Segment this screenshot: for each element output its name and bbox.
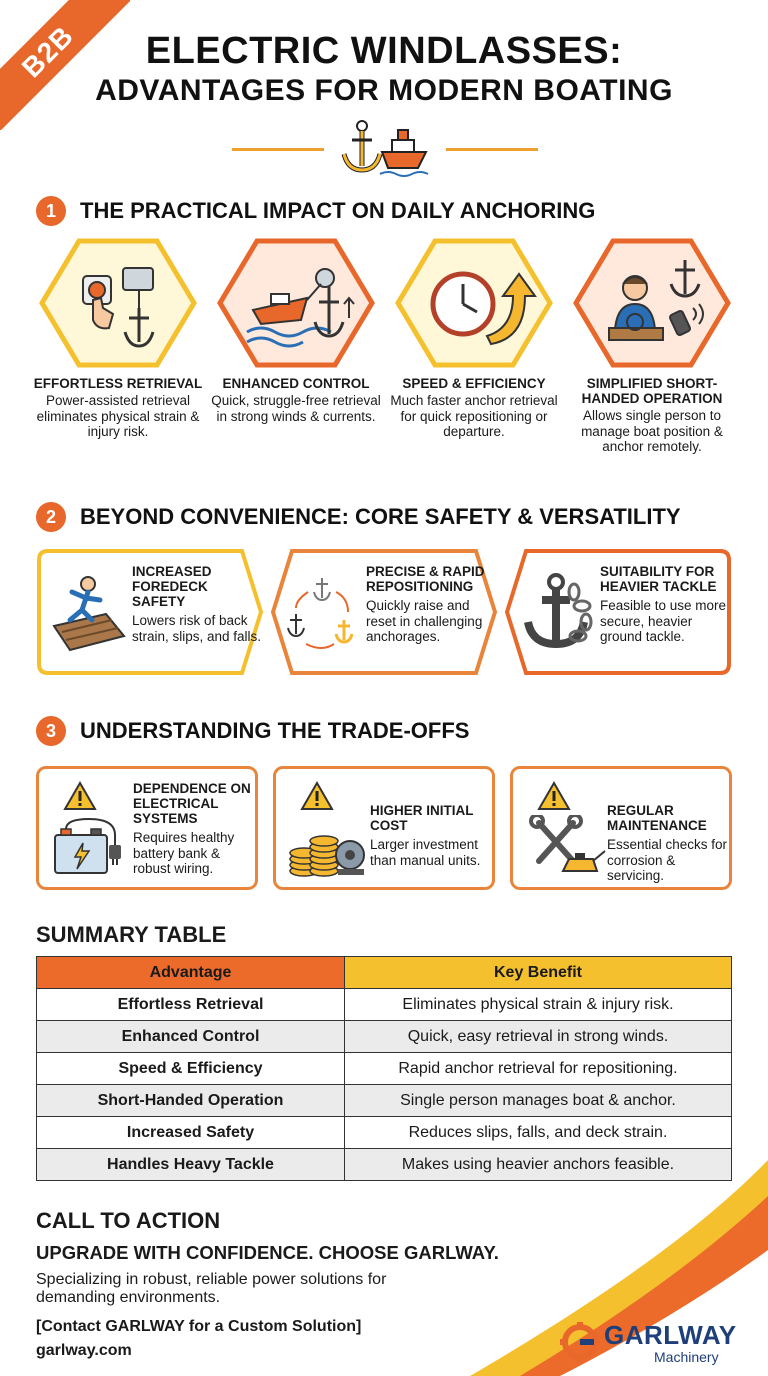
table-row — [37, 1021, 732, 1053]
benefit-text — [366, 564, 498, 645]
table-cell: Makes using heavier anchors feasible. — [345, 1149, 732, 1181]
benefit-description: Lowers risk of back strain, slips, and falls. — [132, 613, 262, 644]
benefit-heavier-tackle — [504, 548, 732, 676]
divider-right — [446, 148, 538, 151]
feature-title: ENHANCED CONTROL — [222, 376, 370, 391]
anchor-ship-icon — [336, 116, 432, 180]
coins-motor-icon — [286, 815, 370, 879]
table-cell: Increased Safety — [37, 1117, 345, 1149]
summary-table-title: SUMMARY TABLE — [36, 922, 227, 947]
button-press-winch-icon — [39, 238, 197, 368]
battery-plug-icon — [49, 815, 133, 879]
tradeoff-text — [133, 781, 257, 877]
tradeoff-description: Essential checks for corrosion & servicing. — [607, 837, 728, 883]
feature-description: Much faster anchor retrieval for quick repositioning or departure. — [390, 393, 558, 439]
anchors-cycle-icon — [282, 570, 362, 654]
page-title: ELECTRIC WINDLASSES: — [145, 30, 623, 72]
benefit-description: Quickly raise and reset in challenging anchorages. — [366, 598, 483, 644]
section-3-header — [36, 716, 469, 746]
table-cell: Speed & Efficiency — [37, 1053, 345, 1085]
table-row — [37, 1117, 732, 1149]
summary-table — [36, 956, 732, 1181]
table-row — [37, 1085, 732, 1117]
section-title: BEYOND CONVENIENCE: CORE SAFETY & VERSATILITY — [80, 504, 681, 529]
heavy-anchor-chain-icon — [516, 570, 596, 654]
garlway-logo — [560, 1318, 760, 1368]
tradeoff-electrical-dependence — [36, 766, 258, 890]
section-number-badge: 1 — [36, 196, 66, 226]
section-1-header — [36, 196, 595, 226]
benefit-text — [132, 564, 264, 644]
section-title: UNDERSTANDING THE TRADE-OFFS — [80, 718, 470, 743]
feature-description: Allows single person to manage boat position & anchor remotely. — [581, 408, 723, 454]
logo-wordmark: GARLWAY — [604, 1320, 737, 1350]
feature-description: Quick, struggle-free retrieval in strong winds & currents. — [211, 393, 381, 424]
feature-effortless-retrieval — [28, 238, 208, 440]
boat-waves-anchor-icon — [217, 238, 375, 368]
table-cell: Eliminates physical strain & injury risk. — [345, 989, 732, 1021]
tradeoff-description: Requires healthy battery bank & robust wiring. — [133, 830, 235, 876]
warning-icon — [300, 781, 334, 811]
column-header: Key Benefit — [345, 957, 732, 989]
table-cell: Handles Heavy Tackle — [37, 1149, 345, 1181]
section-number-badge: 3 — [36, 716, 66, 746]
feature-short-handed-operation — [562, 238, 742, 455]
feature-title: SPEED & EFFICIENCY — [402, 376, 546, 391]
tradeoff-title: DEPENDENCE ON ELECTRICAL SYSTEMS — [133, 781, 251, 826]
gear-logo-icon — [560, 1322, 600, 1362]
table-cell: Effortless Retrieval — [37, 989, 345, 1021]
section-number-badge: 2 — [36, 502, 66, 532]
tradeoff-title: REGULAR MAINTENANCE — [607, 803, 707, 833]
clock-arrow-icon — [395, 238, 553, 368]
column-header: Advantage — [37, 957, 345, 989]
cta-description: Specializing in robust, reliable power solutions for demanding environments. — [36, 1271, 387, 1306]
table-row — [37, 1053, 732, 1085]
wrenches-oilcan-icon — [523, 815, 607, 879]
table-row — [37, 1149, 732, 1181]
cta-subheading: UPGRADE WITH CONFIDENCE. CHOOSE GARLWAY. — [36, 1242, 499, 1263]
table-cell: Rapid anchor retrieval for repositioning. — [345, 1053, 732, 1085]
benefit-precise-repositioning — [270, 548, 498, 676]
divider-left — [232, 148, 324, 151]
page-subtitle: ADVANTAGES FOR MODERN BOATING — [95, 74, 673, 107]
feature-title: SIMPLIFIED SHORT-HANDED OPERATION — [581, 376, 723, 406]
table-cell: Single person manages boat & anchor. — [345, 1085, 732, 1117]
table-header-row — [37, 957, 732, 989]
feature-speed-efficiency — [384, 238, 564, 440]
tradeoff-title: HIGHER INITIAL COST — [370, 803, 474, 833]
tradeoff-initial-cost — [273, 766, 495, 890]
tradeoff-text — [607, 781, 731, 884]
contact-link[interactable]: [Contact GARLWAY for a Custom Solution] — [36, 1318, 362, 1335]
cta-heading: CALL TO ACTION — [36, 1208, 221, 1233]
website-link[interactable]: garlway.com — [36, 1342, 132, 1359]
table-cell: Enhanced Control — [37, 1021, 345, 1053]
table-cell: Quick, easy retrieval in strong winds. — [345, 1021, 732, 1053]
benefit-title: INCREASED FOREDECK SAFETY — [132, 564, 212, 609]
feature-title: EFFORTLESS RETRIEVAL — [33, 376, 203, 391]
logo-subtitle: Machinery — [654, 1349, 719, 1365]
table-row — [37, 989, 732, 1021]
tradeoff-text — [370, 781, 494, 868]
table-cell: Short-Handed Operation — [37, 1085, 345, 1117]
benefit-foredeck-safety — [36, 548, 264, 676]
tradeoff-regular-maintenance — [510, 766, 732, 890]
b2b-badge: B2B — [0, 0, 130, 130]
feature-enhanced-control — [206, 238, 386, 424]
benefit-title: SUITABILITY FOR HEAVIER TACKLE — [600, 564, 717, 594]
benefit-text — [600, 564, 732, 645]
warning-icon — [537, 781, 571, 811]
warning-icon — [63, 781, 97, 811]
benefit-title: PRECISE & RAPID REPOSITIONING — [366, 564, 485, 594]
person-remote-icon — [573, 238, 731, 368]
tradeoff-description: Larger investment than manual units. — [370, 837, 481, 868]
section-2-header — [36, 502, 681, 532]
feature-description: Power-assisted retrieval eliminates physical strain & injury risk. — [36, 393, 200, 439]
benefit-description: Feasible to use more secure, heavier ground tackle. — [600, 598, 727, 644]
section-title: THE PRACTICAL IMPACT ON DAILY ANCHORING — [80, 198, 596, 223]
table-cell: Reduces slips, falls, and deck strain. — [345, 1117, 732, 1149]
slipping-person-icon — [48, 570, 128, 654]
